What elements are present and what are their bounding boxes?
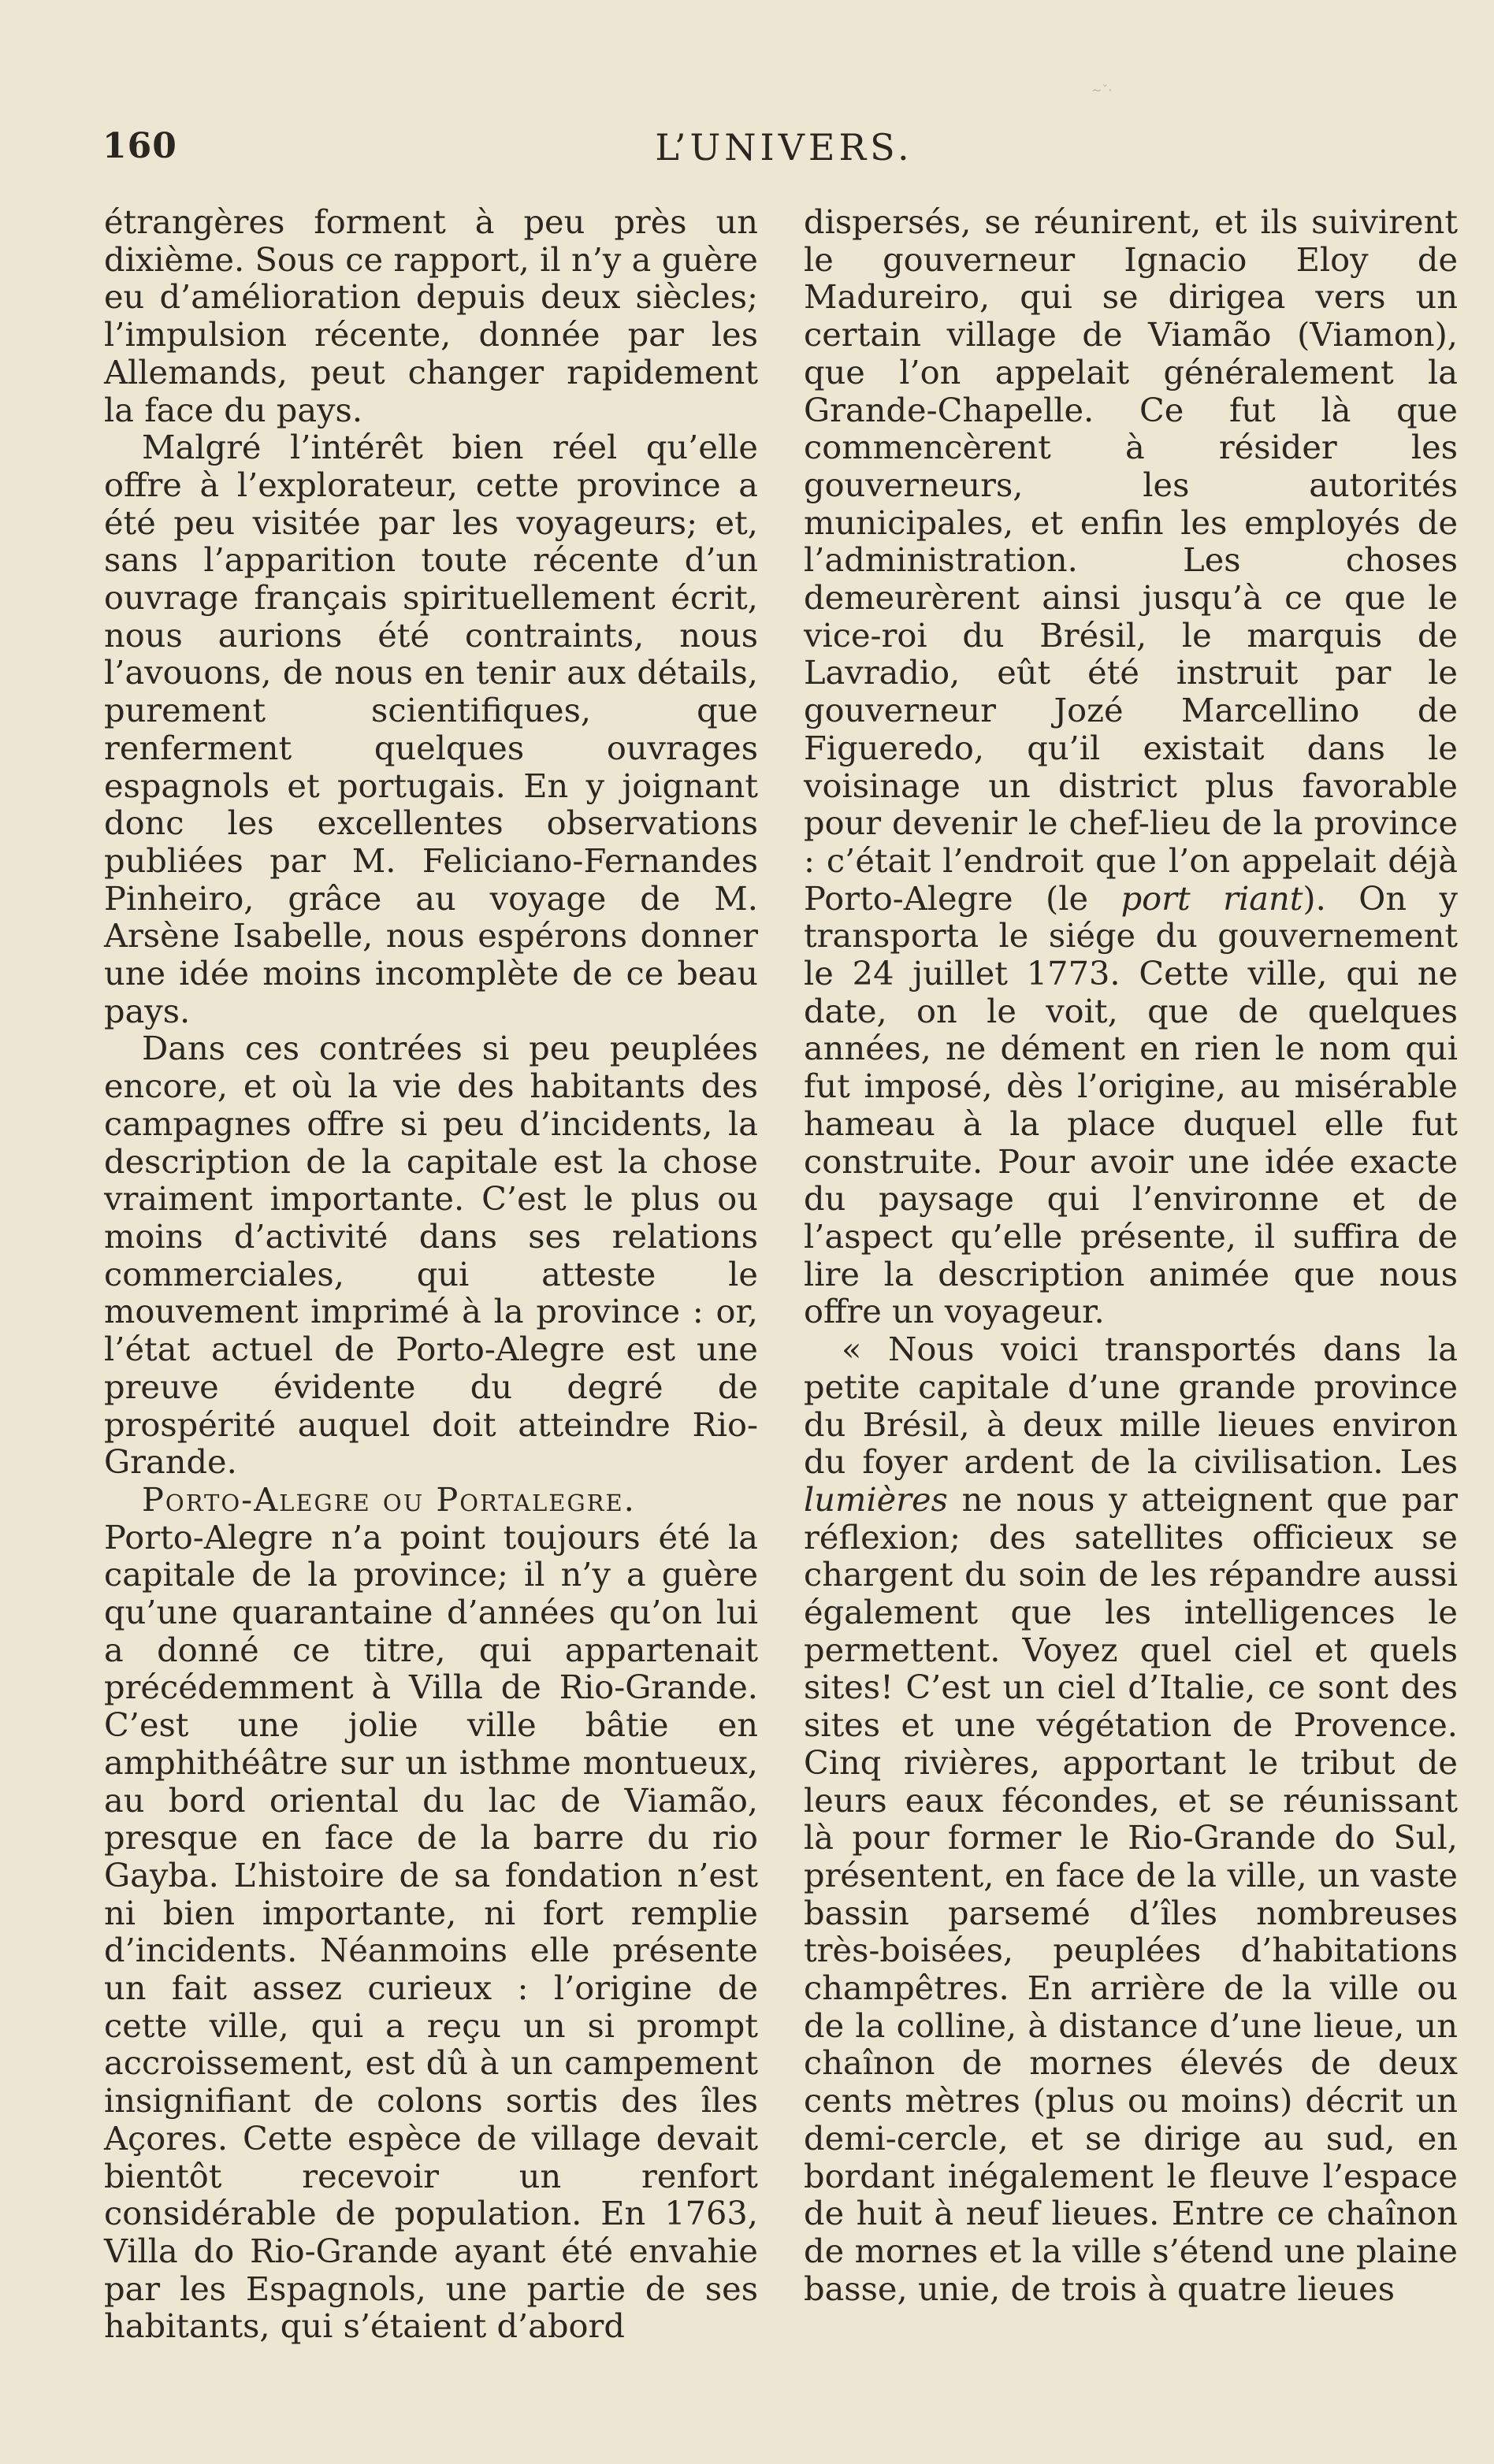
section-heading [104,1481,758,1519]
ink-mark: ~ˇ· [1091,83,1113,98]
right-p1-after: ). On y transporta le siége du gouvernement le 24 juillet 1773. Cette ville, qui ne date, on le voit, que de quelques années, ne dément en rien le nom qui fut imposé, dès l’origine, au misérable hameau à la place duquel elle fut construite. Pour avoir une idée exacte du paysage qui l’environne et de l’aspect qu’elle présente, il suffira de lire la description animée que nous offre un voyageur. [804,878,1458,1331]
right-paragraph-2 [804,1330,1458,2307]
right-p2-italic: lumières [804,1479,948,1519]
left-paragraph-2: Malgré l’intérêt bien réel qu’elle offre à l’explorateur, cette province a été peu visitée par les voyageurs; et, sans l’apparition toute récente d’un ouvrage français spirituellement écrit, nous aurions été contraints, nous l’avouons, de nous en tenir aux détails, purement scientifiques, que renferment quelques ouvrages espagnols et portugais. En y joignant donc les excellentes observations publiées par M. Feliciano-Fernandes Pinheiro, grâce au voyage de M. Arsène Isabelle, nous espérons donner une idée moins incomplète de ce beau pays. [104,428,758,1030]
left-column [104,203,758,2345]
right-paragraph-1 [804,203,1458,1330]
section-heading-text: Porto-Alegre ou Portalegre. [142,1479,636,1519]
left-paragraph-1: étrangères forment à peu près un dixième. Sous ce rapport, il n’y a guère eu d’amélioration depuis deux siècles; l’impulsion récente, donnée par les Allemands, peut changer rapidement la face du pays. [104,202,758,429]
right-p2-after: ne nous y atteignent que par réflexion; des satellites officieux se chargent du soin de les répandre aussi également que les intelligences le permettent. Voyez quel ciel et quels sites! C’est un ciel d’Italie, ce sont des sites et une végétation de Provence. Cinq rivières, apportant le tribut de leurs eaux fécondes, et se réunissant là pour former le Rio-Grande do Sul, présentent, en face de la ville, un vaste bassin parsemé d’îles nombreuses très-boisées, peuplées d’habitations champêtres. En arrière de la ville ou de la colline, à distance d’une lieue, un chaînon de mornes élevés de deux cents mètres (plus ou moins) décrit un demi-cercle, et se dirige au sud, en bordant inégalement le fleuve l’espace de huit à neuf lieues. Entre ce chaînon de mornes et la ville s’étend une plaine basse, unie, de trois à quatre lieues [804,1479,1458,2308]
right-p2-text: « Nous voici transportés dans la petite capitale d’une grande province du Brésil, à deux mille lieues environ du foyer ardent de la civilisation. Les [804,1330,1458,1482]
running-title: L’UNIVERS. [655,126,913,169]
left-paragraph-3: Dans ces contrées si peu peuplées encore, et où la vie des habitants des campagnes offre si peu d’incidents, la description de la capitale est la chose vraiment importante. C’est le plus ou moins d’activité dans ses relations commerciales, qui atteste le mouvement imprimé à la province : or, l’état actuel de Porto-Alegre est une preuve évidente du degré de prospérité auquel doit atteindre Rio-Grande. [104,1029,758,1482]
right-column [804,203,1458,2307]
left-paragraph-4: Porto-Alegre n’a point toujours été la capitale de la province; il n’y a guère qu’une quarantaine d’années qu’on lui a donné ce titre, qui appartenait précédemment à Villa de Rio-Grande. C’est une jolie ville bâtie en amphithéâtre sur un isthme montueux, au bord oriental du lac de Viamão, presque en face de la barre du rio Gayba. L’histoire de sa fondation n’est ni bien importante, ni fort remplie d’incidents. Néanmoins elle présente un fait assez curieux : l’origine de cette ville, qui a reçu un si prompt accroissement, est dû à un campement insignifiant de colons sortis des îles Açores. Cette espèce de village devait bientôt recevoir un renfort considérable de population. En 1763, Villa do Rio-Grande ayant été envahie par les Espagnols, une partie de ses habitants, qui s’étaient d’abord [104,1517,758,2346]
page-header [102,126,1466,181]
right-p1-text: dispersés, se réunirent, et ils suivirent le gouverneur Ignacio Eloy de Madureiro, qui se dirigea vers un certain village de Viamão (Viamon), que l’on appelait généralement la Grande-Chapelle. Ce fut là que commencèrent à résider les gouverneurs, les autorités municipales, et enfin les employés de l’administration. Les choses demeurèrent ainsi jusqu’à ce que le vice-roi du Brésil, le marquis de Lavradio, eût été instruit par le gouverneur Jozé Marcellino de Figueredo, qu’il existait dans le voisinage un district plus favorable pour devenir le chef-lieu de la province : c’était l’endroit que l’on appelait déjà Porto-Alegre (le [804,202,1458,918]
right-p1-italic: port riant [1120,878,1303,918]
page-number: 160 [102,126,177,166]
